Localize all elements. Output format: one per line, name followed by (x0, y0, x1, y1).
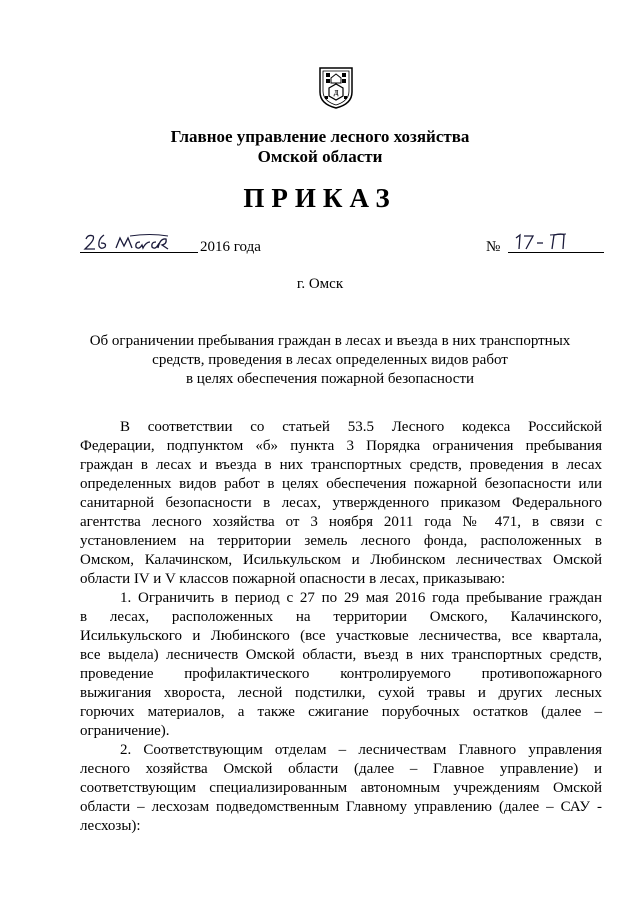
text-line: проведение профилактического контролируемого противопожарного (80, 666, 602, 682)
document-number-field (486, 236, 606, 258)
text-line: лесного хозяйства Омской области (далее – Главное управление) и (80, 761, 602, 777)
document-subject (60, 332, 600, 389)
text-line: Омском, Калачинском, Исилькульском и Любинском лесничествах Омской (80, 552, 602, 568)
date-field (80, 236, 270, 258)
svg-text:Д: Д (333, 89, 339, 97)
subject-line: Об ограничении пребывания граждан в лесах и въезда в них транспортных (89, 333, 571, 349)
organization-name-line1: Главное управление лесного хозяйства (170, 127, 470, 146)
text-line: граждан в лесах и въезда в них транспортных средств, проведения в лесах (80, 457, 602, 473)
document-body (80, 418, 602, 836)
subject-line: средств, проведения в лесах определенных видов работ (152, 352, 508, 368)
text-line: горючих материалов, а также сжигание порубочных остатков (далее – (80, 704, 602, 720)
text-line: области – лесхозам подведомственным Главному управлению (далее – САУ - (80, 799, 602, 815)
text-line: все выдела) лесничеств Омской области, въезд в них транспортных средств, (80, 647, 602, 663)
paragraph-preamble (80, 418, 602, 589)
subject-line: в целях обеспечения пожарной безопасности (185, 371, 475, 387)
handwritten-number-signature (508, 230, 604, 252)
text-line: Федерации, подпунктом «б» пункта 3 Порядка ограничения пребывания (80, 438, 602, 454)
paragraph-item-1 (80, 589, 602, 741)
text-line: ограничение). (80, 723, 170, 739)
text-line: соответствующим специализированным автономным учреждениям Омской (80, 780, 602, 796)
city-name: г. Омск (296, 276, 344, 292)
coat-of-arms-emblem (318, 66, 354, 110)
text-line: в лесах, расположенных на территории Омского, Калачинского, (80, 609, 602, 625)
text-line: установлением на территории земель лесного фонда, расположенных в (80, 533, 602, 549)
text-line: лесхозы): (80, 818, 141, 834)
text-line: 2. Соответствующим отделам – лесничествам Главного управления (120, 742, 602, 758)
text-line: определенных видов работ в целях обеспечения пожарной безопасности или (80, 476, 602, 492)
organization-name-line2: Омской области (257, 147, 383, 166)
text-line: выжигания хвороста, лесной подстилки, сухой травы и других лесных (80, 685, 602, 701)
text-line: санитарной безопасности в лесах, утвержденного приказом Федерального (80, 495, 602, 511)
text-line: 1. Ограничить в период с 27 по 29 мая 2016 года пребывание граждан (120, 590, 602, 606)
document-title: ПРИКАЗ (243, 183, 397, 213)
text-line: В соответствии со статьей 53.5 Лесного кодекса Российской (120, 419, 602, 435)
handwritten-date-signature (80, 230, 198, 252)
handwritten-number (508, 230, 604, 253)
text-line: области IV и V классов пожарной опасности в лесах, приказываю: (80, 571, 506, 587)
text-line: агентства лесного хозяйства от 3 ноября 2011 года № 471, в связи с (80, 514, 602, 530)
paragraph-item-2 (80, 741, 602, 836)
date-year-text: 2016 года (200, 239, 261, 255)
number-sign: № (486, 239, 501, 255)
handwritten-date (80, 230, 198, 253)
text-line: Исилькульского и Любинского (все участковые лесничества, все квартала, (80, 628, 602, 644)
